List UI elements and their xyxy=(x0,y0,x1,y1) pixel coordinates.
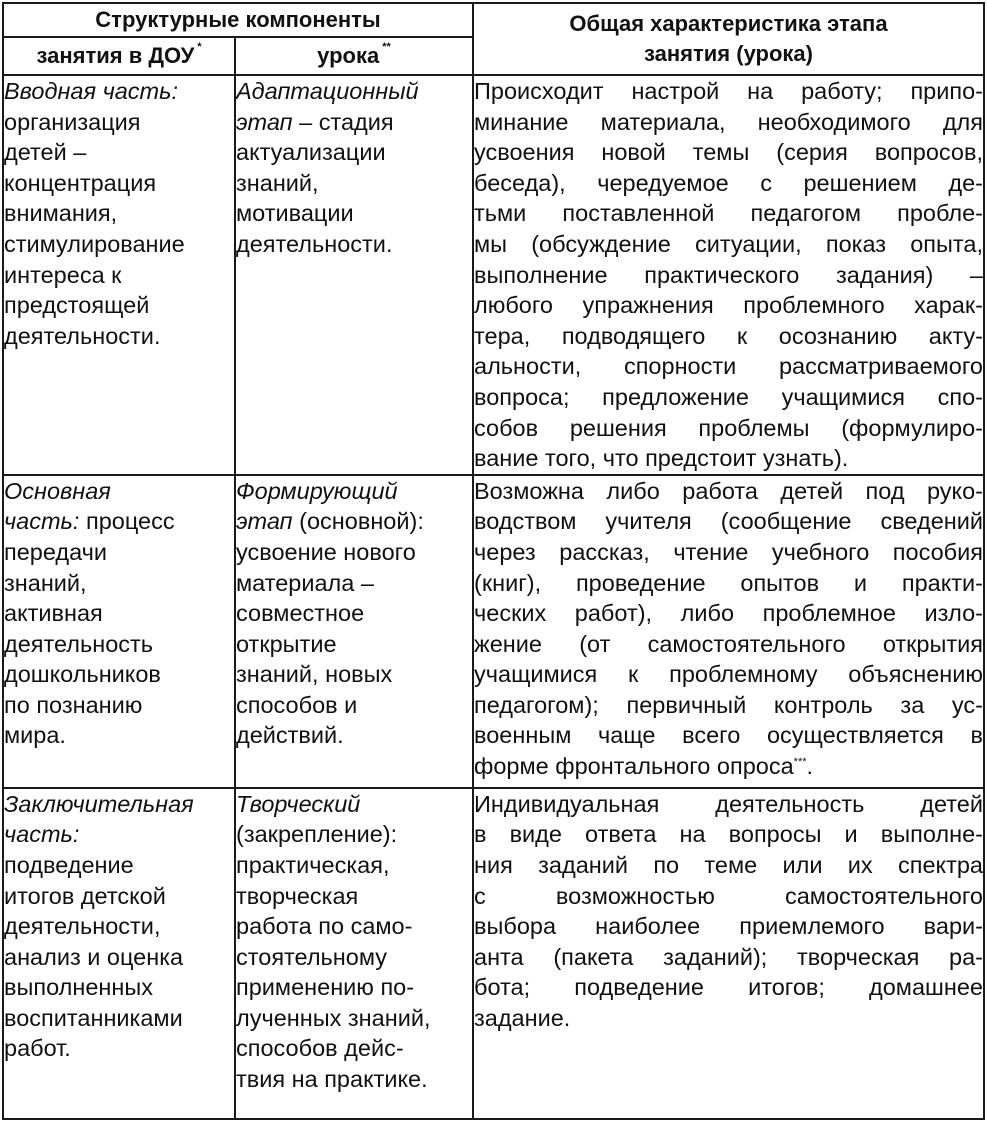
dou-line: детей – xyxy=(4,139,87,166)
lesson-cell xyxy=(235,75,473,475)
dou-line: активная xyxy=(4,600,103,627)
lesson-line: (закрепление): xyxy=(236,821,398,848)
lesson-title: Адаптационный xyxy=(236,78,419,104)
description-cell xyxy=(473,75,984,475)
description-line: анта (пакета заданий); творческая ра- xyxy=(474,943,983,970)
dou-line: интереса к xyxy=(4,261,122,288)
lesson-cell xyxy=(235,475,473,788)
header-general-characteristic-text: Общая характеристика этапа занятия (урока) xyxy=(569,11,888,66)
description-line: беседа), чередуемое с решением де- xyxy=(474,169,983,196)
dou-line: деятельность xyxy=(4,630,154,657)
table-row xyxy=(3,475,984,788)
description-line: вание того, что предстоит узнать). xyxy=(474,445,849,472)
dou-line: концентрация xyxy=(4,169,157,196)
footnote-mark: ** xyxy=(382,41,391,53)
lesson-line: мотивации xyxy=(236,200,354,227)
dou-cell xyxy=(3,475,235,788)
description-line: педагогом); первичный контроль за ус- xyxy=(474,691,983,718)
description-line: ния заданий по теме или их спектра xyxy=(474,851,983,878)
lesson-line: твия на практике. xyxy=(236,1066,428,1093)
lesson-title: Формирующий xyxy=(236,477,398,504)
dou-line: организация xyxy=(4,108,141,135)
header-col-lesson xyxy=(235,37,473,75)
header-col-lesson-label: урока xyxy=(317,43,380,68)
lesson-text: (основной): xyxy=(292,508,424,535)
lesson-title-tail: этап xyxy=(236,508,293,535)
dou-line: внимания, xyxy=(4,200,118,227)
dou-line: дошкольников xyxy=(4,661,161,688)
dou-line: деятельности, xyxy=(4,913,161,940)
description-line: мы (обсуждение ситуации, показ опыта, xyxy=(474,230,983,257)
dou-title: Заключительная xyxy=(4,790,194,817)
lesson-line: знаний, новых xyxy=(236,661,393,688)
lesson-line: лученных знаний, xyxy=(236,1004,431,1031)
description-line: жение (от самостоятельного открытия xyxy=(474,630,983,657)
description-line: бота; подведение итогов; домашнее xyxy=(474,974,983,1001)
description-line: тера, подводящего к осознанию акту- xyxy=(474,322,983,349)
dou-line: по познанию xyxy=(4,691,143,718)
description-cell xyxy=(473,475,984,788)
dou-line: передачи xyxy=(4,538,108,565)
lesson-line: усвоение нового xyxy=(236,538,416,565)
dou-line: знаний, xyxy=(4,569,87,596)
description-line: Происходит настрой на работу; припо- xyxy=(474,78,983,104)
description-line: Возможна либо работа детей под руко- xyxy=(474,477,983,504)
lesson-line: способов дейс- xyxy=(236,1035,404,1062)
footnote-mark: *** xyxy=(793,756,807,769)
dou-title: часть: xyxy=(4,821,80,848)
lesson-line xyxy=(236,506,472,537)
lesson-title-tail: этап xyxy=(236,108,293,135)
lesson-line: творческая xyxy=(236,882,359,909)
lesson-cell xyxy=(235,788,473,1119)
dou-line: мира. xyxy=(4,722,66,749)
description-line: собов решения проблемы (формулиро- xyxy=(474,414,983,441)
description-line: Индивидуальная деятельность детей xyxy=(474,790,983,817)
lesson-line: актуализации xyxy=(236,139,386,166)
dou-line: стимулирование xyxy=(4,230,185,257)
lesson-line: совместное xyxy=(236,600,365,627)
dou-title: Основная xyxy=(4,477,111,504)
dou-text: процесс xyxy=(79,508,175,535)
description-line: задание. xyxy=(474,1004,571,1031)
description-line: в виде ответа на вопросы и выполне- xyxy=(474,821,983,848)
dou-line: работ. xyxy=(4,1035,71,1062)
lesson-line: деятельности. xyxy=(236,230,393,257)
lesson-line: работа по само- xyxy=(236,913,413,940)
lesson-line xyxy=(236,107,472,138)
lesson-line: открытие xyxy=(236,630,337,657)
description-line: водством учителя (сообщение сведений xyxy=(474,508,983,535)
description-text: форме фронтального опроса xyxy=(474,753,794,780)
description-line: выполнение практического задания) – xyxy=(474,261,983,288)
header-col-dou xyxy=(3,37,235,75)
stages-table xyxy=(2,2,985,1120)
dou-line: итогов детской xyxy=(4,882,166,909)
description-line: вопроса; предложение учащимися спо- xyxy=(474,383,983,410)
description-line: через рассказ, чтение учебного пособия xyxy=(474,538,983,565)
dou-line xyxy=(4,506,234,537)
table-row xyxy=(3,75,984,475)
dou-line: деятельности. xyxy=(4,322,161,349)
description-line: военным чаще всего осуществляется в xyxy=(474,722,983,749)
description-line: любого упражнения проблемного харак- xyxy=(474,292,983,319)
description-line: усвоения новой темы (серия вопросов, xyxy=(474,139,983,166)
dou-line: выполненных xyxy=(4,974,154,1001)
description-line: учащимися к проблемному объяснению xyxy=(474,661,983,688)
dou-cell xyxy=(3,75,235,475)
lesson-line: знаний, xyxy=(236,169,319,196)
lesson-line: применению по- xyxy=(236,974,415,1001)
lesson-line: способов и xyxy=(236,691,358,718)
dou-title-tail: часть: xyxy=(4,508,80,535)
dou-title: Вводная часть: xyxy=(4,78,179,104)
lesson-title: Творческий xyxy=(236,790,361,817)
dou-line: предстоящей xyxy=(4,292,150,319)
description-line xyxy=(474,751,983,782)
description-text: . xyxy=(806,753,814,780)
header-structural-components: Структурные компоненты xyxy=(3,3,473,37)
description-line: выбора наиболее приемлемого вари- xyxy=(474,913,983,940)
description-line: (книг), проведение опытов и практи- xyxy=(474,569,983,596)
description-line: с возможностью самостоятельного xyxy=(474,882,983,909)
footnote-mark: * xyxy=(197,41,202,53)
header-general-characteristic xyxy=(473,3,984,75)
lesson-line: действий. xyxy=(236,722,344,749)
lesson-line: материала – xyxy=(236,569,374,596)
description-line: минание материала, необходимого для xyxy=(474,108,983,135)
lesson-text: – стадия xyxy=(292,108,394,135)
description-cell xyxy=(473,788,984,1119)
dou-cell xyxy=(3,788,235,1119)
description-line: альности, спорности рассматриваемого xyxy=(474,353,983,380)
header-col-dou-label: занятия в ДОУ xyxy=(36,43,195,68)
table-row xyxy=(3,788,984,1119)
lesson-line: стоятельному xyxy=(236,943,388,970)
description-line: ческих работ), либо проблемное изло- xyxy=(474,600,983,627)
dou-line: воспитанниками xyxy=(4,1004,183,1031)
lesson-line: практическая, xyxy=(236,851,390,878)
dou-line: анализ и оценка xyxy=(4,943,184,970)
description-line: тьми поставленной педагогом пробле- xyxy=(474,200,983,227)
dou-line: подведение xyxy=(4,851,134,878)
